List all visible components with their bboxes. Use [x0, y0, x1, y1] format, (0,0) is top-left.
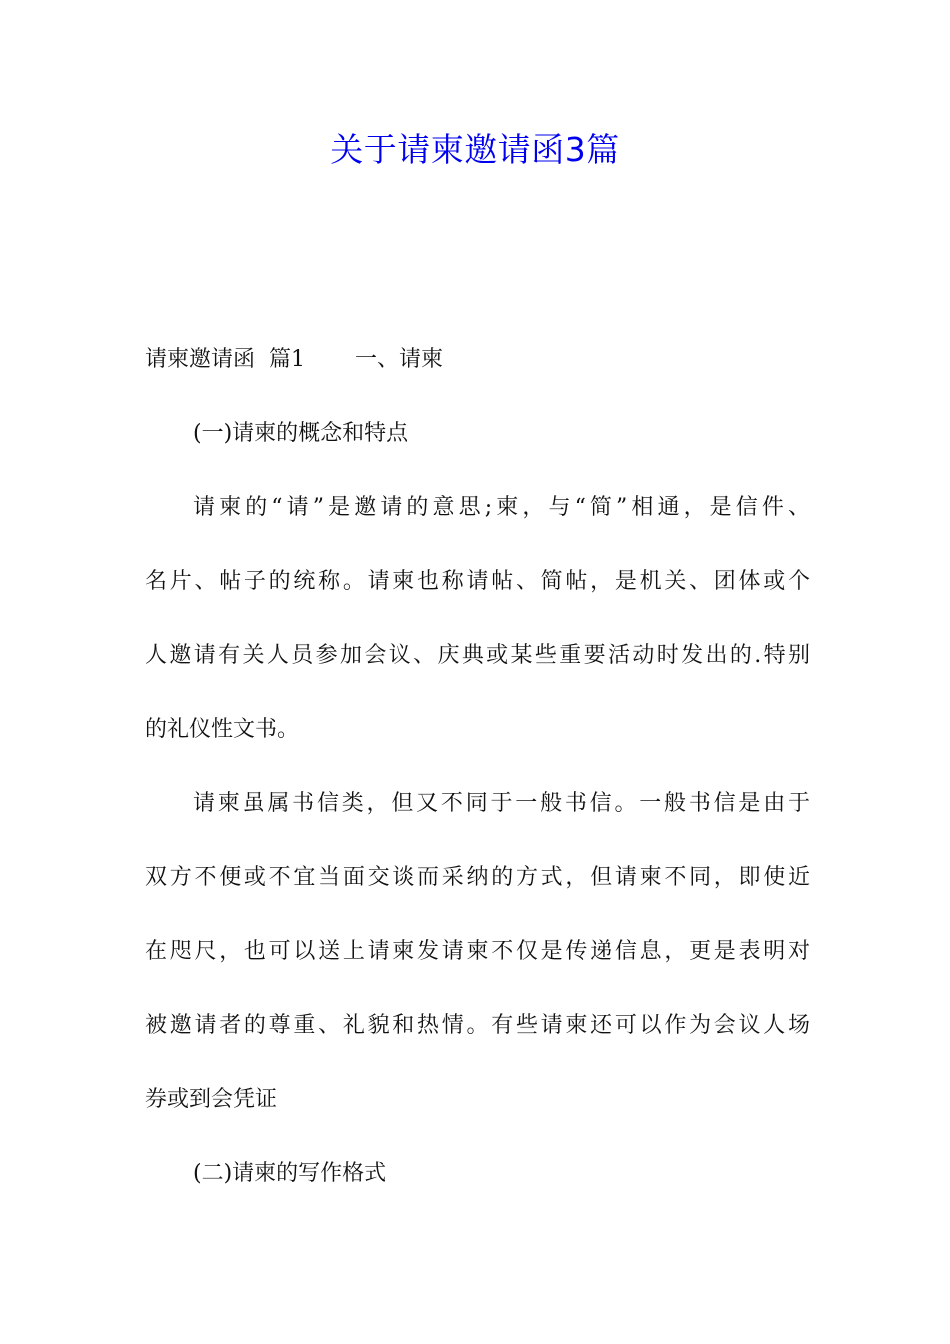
section-1-heading: (一)请柬的概念和特点	[193, 421, 409, 446]
paragraph-2-line-2: 双方不便或不宜当面交谈而采纳的方式，但请柬不同，即使近	[145, 865, 810, 890]
paragraph-1-line-1: 请柬的“请”是邀请的意思;柬，与“简”相通，是信件、	[193, 495, 810, 520]
article-label: 请柬邀请函 篇1	[145, 347, 305, 372]
document-title: 关于请柬邀请函3篇	[330, 130, 620, 169]
paragraph-1-line-4: 的礼仪性文书。	[145, 717, 300, 742]
paragraph-1-line-3: 人邀请有关人员参加会议、庆典或某些重要活动时发出的.特别	[145, 643, 810, 668]
paragraph-2-line-5: 券或到会凭证	[145, 1087, 278, 1112]
section-label: 一、请柬	[354, 347, 443, 372]
paragraph-2-line-1: 请柬虽属书信类，但又不同于一般书信。一般书信是由于	[193, 791, 810, 816]
section-2-heading: (二)请柬的写作格式	[193, 1161, 387, 1186]
heading-line	[145, 335, 810, 409]
document-body	[145, 335, 810, 1223]
paragraph-1-line-2: 名片、帖子的统称。请柬也称请帖、简帖，是机关、团体或个	[145, 569, 810, 594]
paragraph-2-line-3: 在咫尺，也可以送上请柬发请柬不仅是传递信息，更是表明对	[145, 939, 810, 964]
paragraph-2-line-4: 被邀请者的尊重、礼貌和热情。有些请柬还可以作为会议人场	[145, 1013, 810, 1038]
